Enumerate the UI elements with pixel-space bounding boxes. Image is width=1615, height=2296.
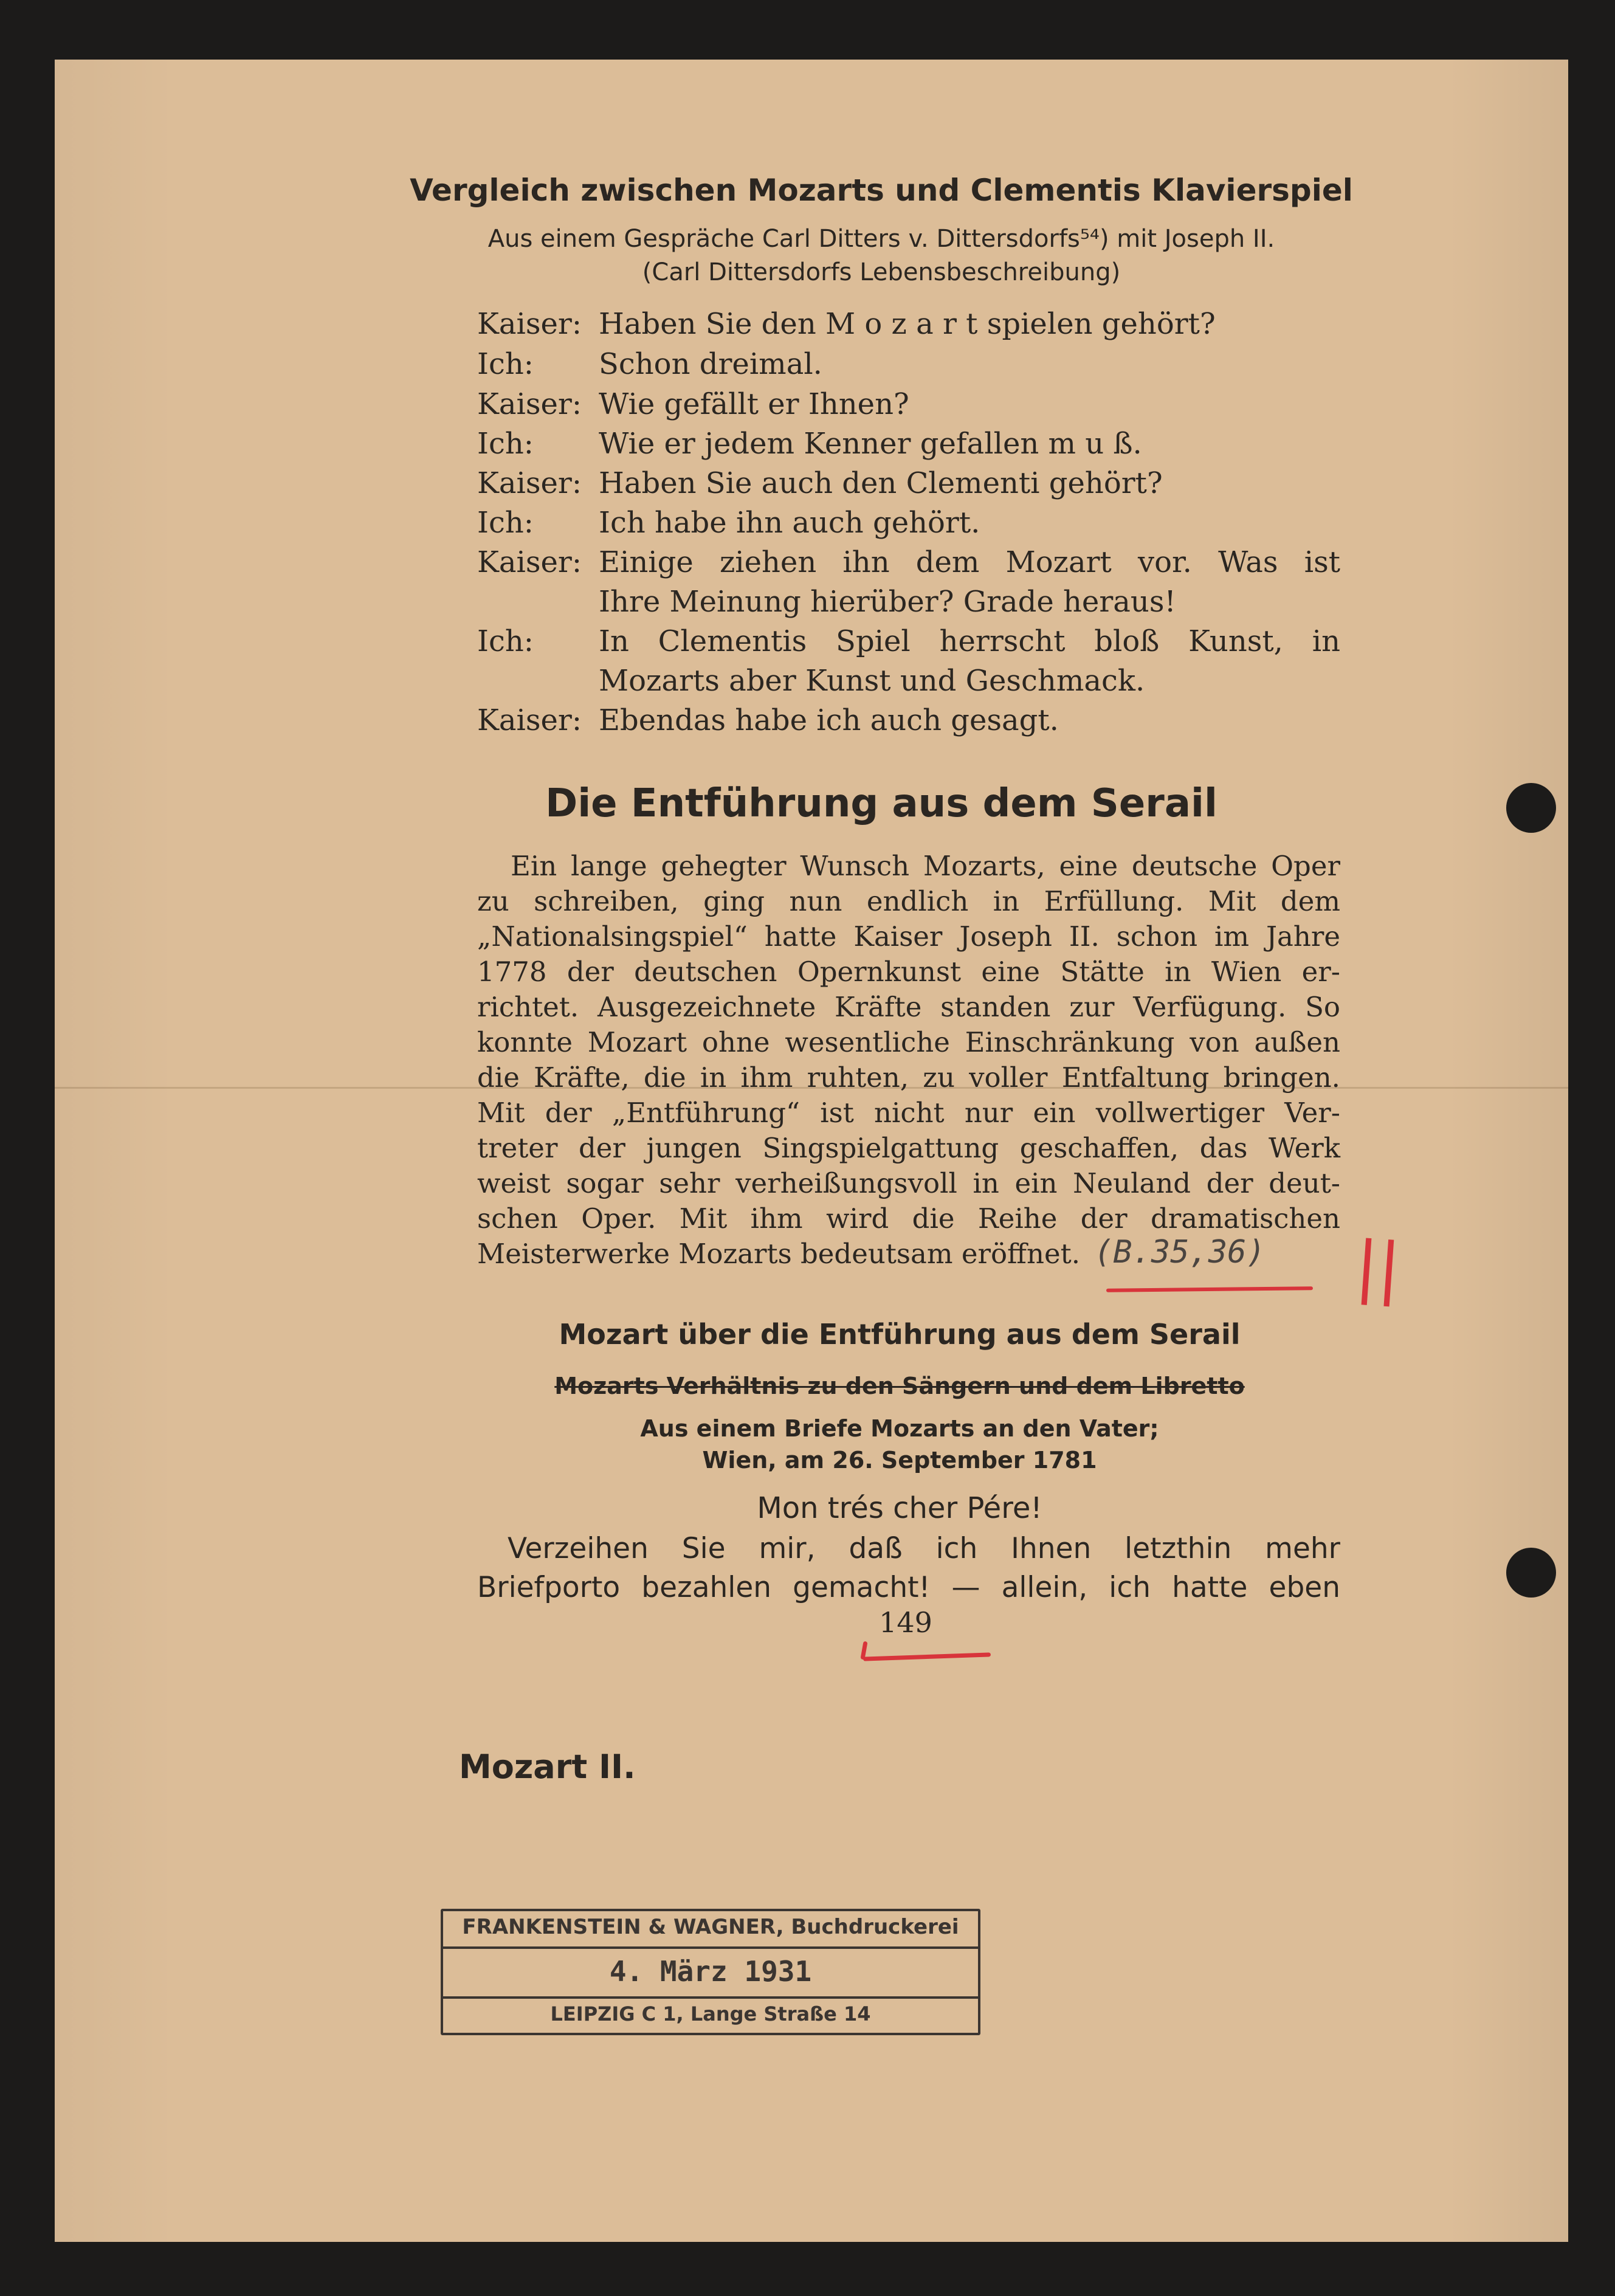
stamp-rule bbox=[443, 1946, 978, 1949]
binder-hole-lower bbox=[1506, 1548, 1556, 1598]
dialogue-text: Ich habe ihn auch gehört. bbox=[599, 506, 980, 540]
paragraph-line: weist sogar sehr verheißungsvoll in ein Neuland der deut- bbox=[477, 1167, 1340, 1199]
section-title: Die Entführung aus dem Serail bbox=[545, 781, 1217, 826]
speaker: Kaiser: bbox=[477, 466, 582, 500]
dialogue-row bbox=[477, 427, 1340, 467]
page-title: Vergleich zwischen Mozarts und Clementis Klavierspiel bbox=[410, 173, 1353, 208]
letter-source-line-1: Aus einem Briefe Mozarts an den Vater; bbox=[640, 1415, 1159, 1442]
stamp-printer-name: FRANKENSTEIN & WAGNER, Buchdruckerei bbox=[462, 1915, 959, 1939]
red-margin-mark: || bbox=[1352, 1226, 1403, 1308]
dialogue-text: Ebendas habe ich auch gesagt. bbox=[599, 703, 1059, 737]
speaker: Ich: bbox=[477, 427, 534, 461]
stamp-rule bbox=[443, 1996, 978, 1999]
struck-subheading: Mozarts Verhältnis zu den Sängern und dem Libretto bbox=[554, 1373, 1245, 1399]
paragraph-line: die Kräfte, die in ihm ruhten, zu voller Entfaltung bringen. bbox=[477, 1061, 1340, 1094]
speaker: Kaiser: bbox=[477, 703, 582, 737]
stamp-date: 4. März 1931 bbox=[609, 1955, 812, 1988]
dialogue-row bbox=[477, 307, 1340, 347]
dialogue-text: Wie er jedem Kenner gefallen m u ß. bbox=[599, 427, 1142, 461]
dialogue-row bbox=[477, 545, 1340, 585]
paragraph-line: Ein lange gehegter Wunsch Mozarts, eine deutsche Oper bbox=[511, 850, 1340, 882]
dialogue-text: Haben Sie auch den Clementi gehört? bbox=[599, 466, 1163, 500]
speaker: Ich: bbox=[477, 506, 534, 540]
dialogue-text: Haben Sie den M o z a r t spielen gehört? bbox=[599, 307, 1216, 341]
dialogue-row bbox=[477, 624, 1340, 664]
dialogue-row bbox=[477, 347, 1340, 387]
speaker: Kaiser: bbox=[477, 545, 582, 579]
paragraph-line: schen Oper. Mit ihm wird die Reihe der dramatischen bbox=[477, 1202, 1340, 1235]
salutation: Mon trés cher Pére! bbox=[757, 1491, 1042, 1525]
subtitle-line-1: Aus einem Gespräche Carl Ditters v. Dittersdorfs⁵⁴) mit Joseph II. bbox=[487, 225, 1275, 253]
dialogue-row-continued bbox=[477, 585, 1340, 625]
paragraph-line: richtet. Ausgezeichnete Kräfte standen zur Verfügung. So bbox=[477, 991, 1340, 1023]
paragraph-line: konnte Mozart ohne wesentliche Einschränkung von außen bbox=[477, 1026, 1340, 1058]
speaker: Ich: bbox=[477, 624, 534, 658]
letter-heading: Mozart über die Entführung aus dem Serail bbox=[559, 1318, 1241, 1351]
speaker: Kaiser: bbox=[477, 307, 582, 341]
paragraph-line: 1778 der deutschen Opernkunst eine Stätte in Wien er- bbox=[477, 956, 1340, 988]
dialogue-row bbox=[477, 506, 1340, 546]
dialogue-row bbox=[477, 703, 1340, 743]
dialogue-text: Wie gefällt er Ihnen? bbox=[599, 387, 909, 421]
dialogue-text: Einige ziehen ihn dem Mozart vor. Was ist bbox=[599, 545, 1340, 579]
paragraph-line: zu schreiben, ging nun endlich in Erfüllung. Mit dem bbox=[477, 885, 1340, 917]
letter-source-line-2: Wien, am 26. September 1781 bbox=[702, 1447, 1097, 1474]
dialogue-row bbox=[477, 387, 1340, 427]
dialogue-text: Ihre Meinung hierüber? Grade heraus! bbox=[599, 585, 1176, 619]
paragraph-line: treter der jungen Singspielgattung geschaffen, das Werk bbox=[477, 1132, 1340, 1164]
letter-line: Briefporto bezahlen gemacht! — allein, ich hatte eben bbox=[477, 1571, 1340, 1604]
speaker: Ich: bbox=[477, 347, 534, 381]
dialogue-text: In Clementis Spiel herrscht bloß Kunst, in bbox=[599, 624, 1340, 658]
paragraph-line: „Nationalsingspiel“ hatte Kaiser Joseph II. schon im Jahre bbox=[477, 920, 1340, 953]
paragraph-line: Mit der „Entführung“ ist nicht nur ein vollwertiger Ver- bbox=[477, 1097, 1340, 1129]
stamp-address: LEIPZIG C 1, Lange Straße 14 bbox=[550, 2002, 871, 2025]
binder-hole-upper bbox=[1506, 783, 1556, 833]
dialogue-text: Mozarts aber Kunst und Geschmack. bbox=[599, 664, 1145, 698]
paragraph-line: Meisterwerke Mozarts bedeutsam eröffnet. bbox=[477, 1238, 1081, 1270]
handwritten-note: (B.35,36) bbox=[1094, 1234, 1265, 1270]
printer-stamp bbox=[441, 1909, 980, 2035]
letter-line: Verzeihen Sie mir, daß ich Ihnen letzthin mehr bbox=[508, 1532, 1340, 1565]
dialogue-row-continued bbox=[477, 664, 1340, 704]
signature-mark: Mozart II. bbox=[459, 1748, 636, 1786]
dialogue-text: Schon dreimal. bbox=[599, 347, 822, 381]
subtitle-line-2: (Carl Dittersdorfs Lebensbeschreibung) bbox=[642, 258, 1121, 286]
dialogue-row bbox=[477, 466, 1340, 506]
page-number: 149 bbox=[879, 1606, 932, 1639]
speaker: Kaiser: bbox=[477, 387, 582, 421]
